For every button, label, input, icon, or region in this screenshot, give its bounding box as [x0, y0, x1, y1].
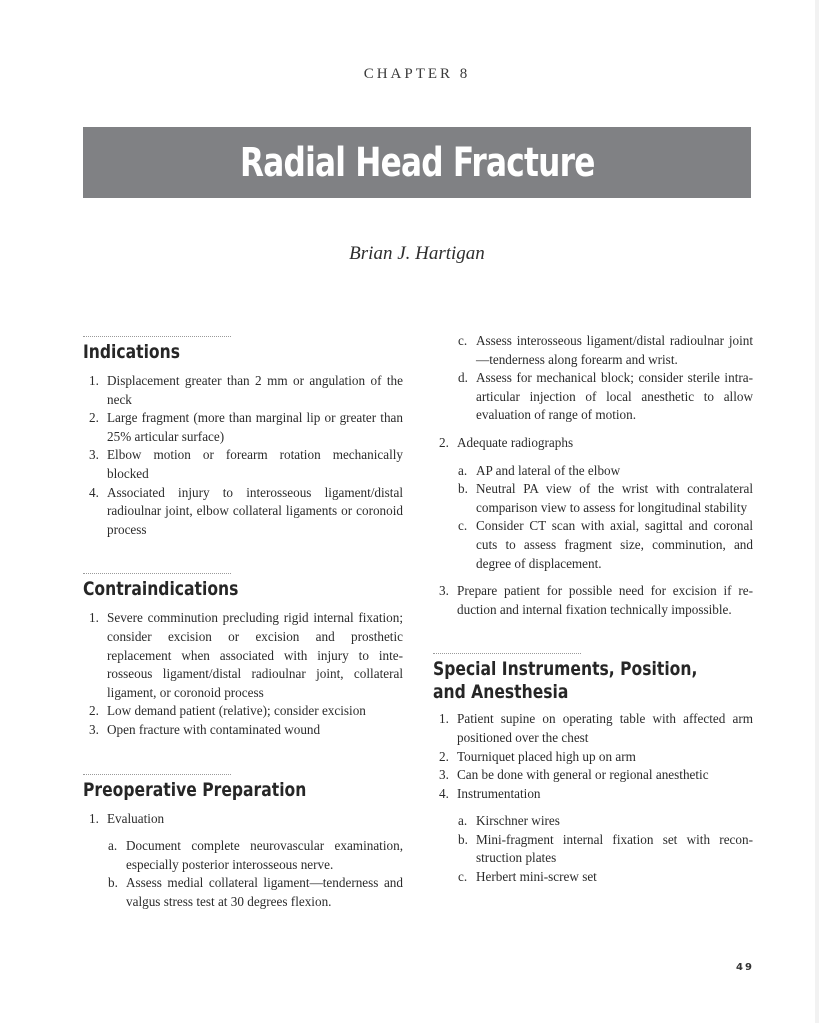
radiographs-sublist: [433, 462, 753, 574]
sublist-item: [433, 369, 753, 425]
list-item: [83, 810, 403, 829]
sublist-item-text: Assess interosseous ligament/distal radioulnar joint—tenderness along forearm and wrist.: [476, 333, 753, 367]
list-item-text: Tourniquet placed high up on arm: [457, 748, 636, 764]
list-item: [83, 446, 403, 483]
sublist-marker: a.: [108, 838, 118, 854]
list-item-text: Adequate radiographs: [457, 434, 574, 450]
sublist-item-text: Kirschner wires: [476, 813, 560, 829]
indications-list: [83, 372, 403, 539]
list-item-text: Low demand patient (relative); consider excision: [107, 703, 366, 719]
section-heading-preoperative: Preoperative Preparation: [83, 778, 307, 801]
right-column: [433, 332, 753, 896]
page-edge-strip: [815, 0, 819, 1023]
list-item: [433, 434, 753, 453]
list-marker: 1.: [89, 373, 99, 388]
sublist-item-text: AP and lateral of the elbow: [476, 462, 621, 478]
sublist-marker: a.: [458, 462, 468, 478]
list-item: [433, 785, 753, 804]
list-item-text: Displacement greater than 2 mm or angulation of the neck: [107, 373, 403, 407]
section-divider: [83, 774, 231, 775]
section-divider: [433, 653, 581, 654]
list-item-text: Can be done with general or regional anesthetic: [457, 767, 709, 783]
sublist-item: [433, 332, 753, 369]
section-divider: [83, 573, 231, 574]
sublist-item-text: Herbert mini-screw set: [476, 869, 597, 885]
sublist-item: [433, 868, 753, 887]
evaluation-sublist: [83, 837, 403, 911]
list-marker: 3.: [89, 721, 99, 737]
sublist-item-text: Document complete neurovascular examination, especially posterior interosseous nerve.: [126, 838, 403, 872]
contraindications-list: [83, 609, 403, 739]
list-marker: 2.: [439, 748, 449, 764]
heading-line-1: Special Instruments, Position,: [433, 658, 698, 681]
chapter-title: Radial Head Fracture: [239, 139, 595, 186]
list-item: [433, 710, 753, 747]
list-marker: 1.: [89, 610, 99, 626]
heading-line-2: and Anesthesia: [433, 681, 569, 704]
sublist-marker: c.: [458, 518, 468, 534]
sublist-item: [433, 462, 753, 481]
instrumentation-sublist: [433, 812, 753, 886]
page-number: 49: [736, 962, 754, 973]
list-item: [433, 766, 753, 785]
list-marker: 3.: [439, 583, 449, 599]
special-instruments-list: [433, 710, 753, 803]
section-contraindications: [83, 573, 403, 739]
section-special-instruments: [433, 653, 753, 886]
sublist-marker: c.: [458, 869, 468, 885]
list-item: [83, 409, 403, 446]
evaluation-sublist-continued: [433, 332, 753, 425]
list-item-text: Instrumentation: [457, 785, 541, 801]
list-item-text: Elbow motion or forearm rotation mechanically blocked: [107, 447, 403, 481]
sublist-item-text: Mini-fragment internal fixation set with reconstruction plates: [476, 831, 753, 866]
list-item: [83, 609, 403, 702]
list-item-text: Prepare patient for possible need for excision if reduction and internal fixation technically impossible.: [457, 583, 753, 617]
list-marker: 3.: [89, 447, 99, 463]
list-item-text: Associated injury to interosseous ligament/distal radioulnar joint, elbow collateral ligaments or coronoid process: [107, 484, 403, 537]
list-item-text: Open fracture with contaminated wound: [107, 721, 321, 737]
sublist-item: [433, 480, 753, 517]
sublist-item: [433, 831, 753, 868]
author-name: Brian J. Hartigan: [349, 243, 485, 264]
sublist-marker: d.: [458, 370, 468, 386]
list-item-text: Severe comminution precluding rigid internal fixation; consider excision or excision and prosthetic replacement when associated with injury to interosseous ligament/distal radioulnar joint, collateral ligament, or coronoid process: [107, 610, 403, 700]
sublist-item: [433, 812, 753, 831]
list-marker: 4.: [439, 785, 449, 801]
left-column: [83, 336, 403, 920]
preoperative-list-final: [433, 582, 753, 619]
sublist-marker: b.: [458, 831, 468, 847]
list-marker: 4.: [89, 484, 99, 500]
list-marker: 1.: [89, 810, 99, 826]
list-marker: 2.: [439, 434, 449, 450]
list-item: [83, 702, 403, 721]
list-item: [433, 748, 753, 767]
sublist-marker: b.: [108, 875, 118, 891]
list-item-text: Evaluation: [107, 810, 165, 826]
list-item: [83, 721, 403, 740]
list-item: [83, 372, 403, 409]
list-marker: 1.: [439, 711, 449, 727]
preoperative-list: [83, 810, 403, 829]
chapter-label: CHAPTER 8: [363, 66, 471, 82]
sublist-marker: b.: [458, 481, 468, 497]
list-item: [433, 582, 753, 619]
list-item: [83, 484, 403, 540]
list-item-text: Patient supine on operating table with affected arm positioned over the chest: [457, 711, 753, 745]
title-banner: [83, 127, 751, 198]
list-marker: 2.: [89, 703, 99, 719]
section-heading-special-instruments: [433, 658, 698, 704]
section-divider: [83, 336, 231, 337]
sublist-item: [433, 517, 753, 573]
sublist-item-text: Consider CT scan with axial, sagittal and coronal cuts to assess fragment size, comminution, and degree of displacement.: [476, 518, 753, 571]
section-indications: [83, 336, 403, 539]
list-marker: 3.: [439, 767, 449, 783]
sublist-marker: a.: [458, 813, 468, 829]
sublist-marker: c.: [458, 333, 468, 348]
sublist-item: [83, 837, 403, 874]
section-heading-contraindications: Contraindications: [83, 578, 239, 601]
section-preoperative-preparation: [83, 774, 403, 912]
preoperative-list-continued: [433, 434, 753, 453]
sublist-item-text: Assess medial collateral ligament—tenderness and valgus stress test at 30 degrees flexion.: [126, 875, 403, 909]
list-item-text: Large fragment (more than marginal lip or greater than 25% articular surface): [107, 410, 403, 444]
sublist-item: [83, 874, 403, 911]
section-heading-indications: Indications: [83, 341, 180, 363]
list-marker: 2.: [89, 410, 99, 426]
sublist-item-text: Neutral PA view of the wrist with contralateral comparison view to assess for longitudinal stability: [476, 481, 753, 515]
sublist-item-text: Assess for mechanical block; consider sterile intra-articular injection of local anesthetic to allow evaluation of range of motion.: [476, 370, 753, 423]
